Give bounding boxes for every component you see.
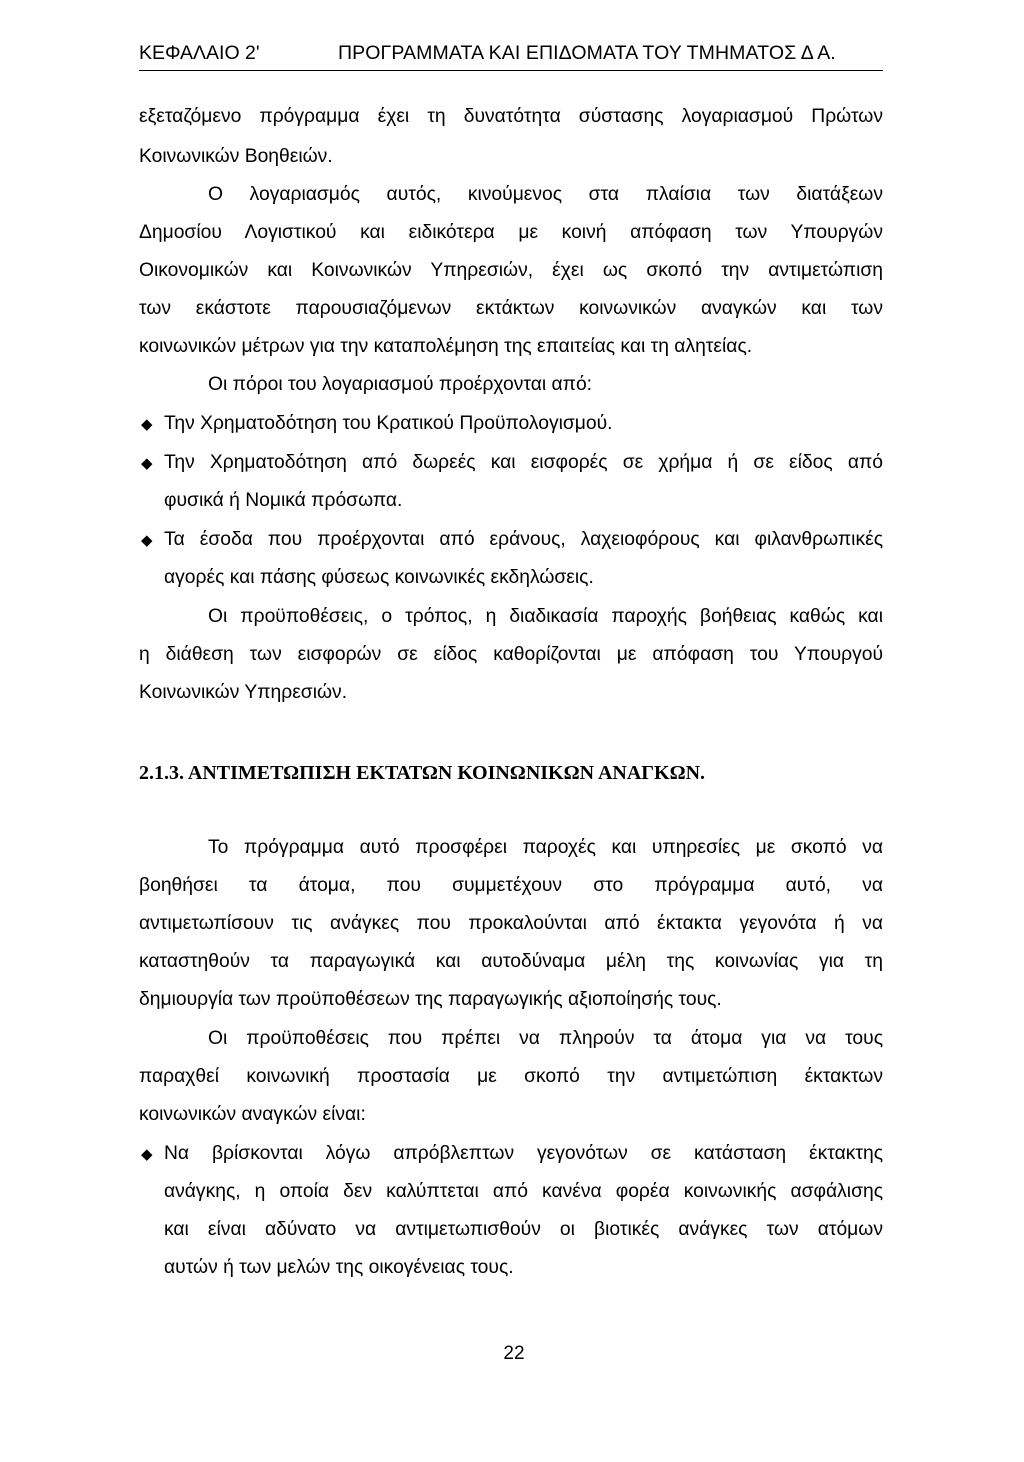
body-line: Οι προϋποθέσεις, ο τρόπος, η διαδικασία παροχής βοήθειας καθώς και <box>208 606 883 627</box>
body-line: Ο λογαριασμός αυτός, κινούμενος στα πλαίσια των διατάξεων <box>208 184 883 205</box>
body-line: των εκάστοτε παρουσιαζόμενων εκτάκτων κοινωνικών αναγκών και των <box>139 298 883 319</box>
diamond-bullet-icon: ◆ <box>141 1146 153 1163</box>
bullet-line: Την Χρηματοδότηση από δωρεές και εισφορές σε χρήμα ή σε είδος από <box>164 452 883 473</box>
body-line: Οικονομικών και Κοινωνικών Υπηρεσιών, έχει ως σκοπό την αντιμετώπιση <box>139 260 883 281</box>
diamond-bullet-icon: ◆ <box>141 416 153 433</box>
page-number: 22 <box>503 1343 525 1364</box>
body-line: Κοινωνικών Βοηθειών. <box>139 146 333 167</box>
bullet-line: αγορές και πάσης φύσεως κοινωνικές εκδηλώσεις. <box>164 567 594 588</box>
header-title: ΠΡΟΓΡΑΜΜΑΤΑ ΚΑΙ ΕΠΙΔΟΜΑΤΑ ΤΟΥ ΤΜΗΜΑΤΟΣ Δ Α. <box>338 42 836 64</box>
body-line: Κοινωνικών Υπηρεσιών. <box>139 682 348 703</box>
body-line: η διάθεση των εισφορών σε είδος καθορίζονται με απόφαση του Υπουργού <box>139 644 883 665</box>
body-line: παραχθεί κοινωνική προστασία με σκοπό την αντιμετώπιση έκτακτων <box>139 1066 883 1087</box>
bullet-line: Τα έσοδα που προέρχονται από εράνους, λαχειοφόρους και φιλανθρωπικές <box>164 529 883 550</box>
bullet-line: Να βρίσκονται λόγω απρόβλεπτων γεγονότων σε κατάσταση έκτακτης <box>164 1143 883 1164</box>
body-line: δημιουργία των προϋποθέσεων της παραγωγικής αξιοποίησής τους. <box>139 989 722 1010</box>
header-chapter: ΚΕΦΑΛΑΙΟ 2' <box>139 42 260 64</box>
body-line: κοινωνικών μέτρων για την καταπολέμηση της επαιτείας και τη αλητείας. <box>139 336 753 357</box>
bullet-line: και είναι αδύνατο να αντιμετωπισθούν οι βιοτικές ανάγκες των ατόμων <box>164 1219 883 1240</box>
bullet-line: Την Χρηματοδότηση του Κρατικού Προϋπολογισμού. <box>164 413 613 434</box>
body-line: βοηθήσει τα άτομα, που συμμετέχουν στο πρόγραμμα αυτό, να <box>139 875 883 896</box>
body-line: Οι πόροι του λογαριασμού προέρχονται από: <box>208 374 593 395</box>
section-heading: 2.1.3. ΑΝΤΙΜΕΤΩΠΙΣΗ ΕΚΤΑΤΩΝ ΚΟΙΝΩΝΙΚΩΝ ΑΝΑΓΚΩΝ. <box>139 762 706 784</box>
body-line: αντιμετωπίσουν τις ανάγκες που προκαλούνται από έκτακτα γεγονότα ή να <box>139 913 883 934</box>
body-line: Οι προϋποθέσεις που πρέπει να πληρούν τα άτομα για να τους <box>208 1028 883 1049</box>
body-line: εξεταζόμενο πρόγραμμα έχει τη δυνατότητα σύστασης λογαριασμού Πρώτων <box>139 106 883 127</box>
bullet-line: αυτών ή των μελών της οικογένειας τους. <box>164 1257 514 1278</box>
bullet-line: ανάγκης, η οποία δεν καλύπτεται από κανένα φορέα κοινωνικής ασφάλισης <box>164 1181 883 1202</box>
body-line: καταστηθούν τα παραγωγικά και αυτοδύναμα μέλη της κοινωνίας για τη <box>139 951 883 972</box>
bullet-line: φυσικά ή Νομικά πρόσωπα. <box>164 490 403 511</box>
body-line: Το πρόγραμμα αυτό προσφέρει παροχές και υπηρεσίες με σκοπό να <box>208 837 883 858</box>
body-line: κοινωνικών αναγκών είναι: <box>139 1104 366 1125</box>
page-header <box>139 36 883 71</box>
body-line: Δημοσίου Λογιστικού και ειδικότερα με κοινή απόφαση των Υπουργών <box>139 222 883 243</box>
diamond-bullet-icon: ◆ <box>141 532 153 549</box>
diamond-bullet-icon: ◆ <box>141 455 153 472</box>
